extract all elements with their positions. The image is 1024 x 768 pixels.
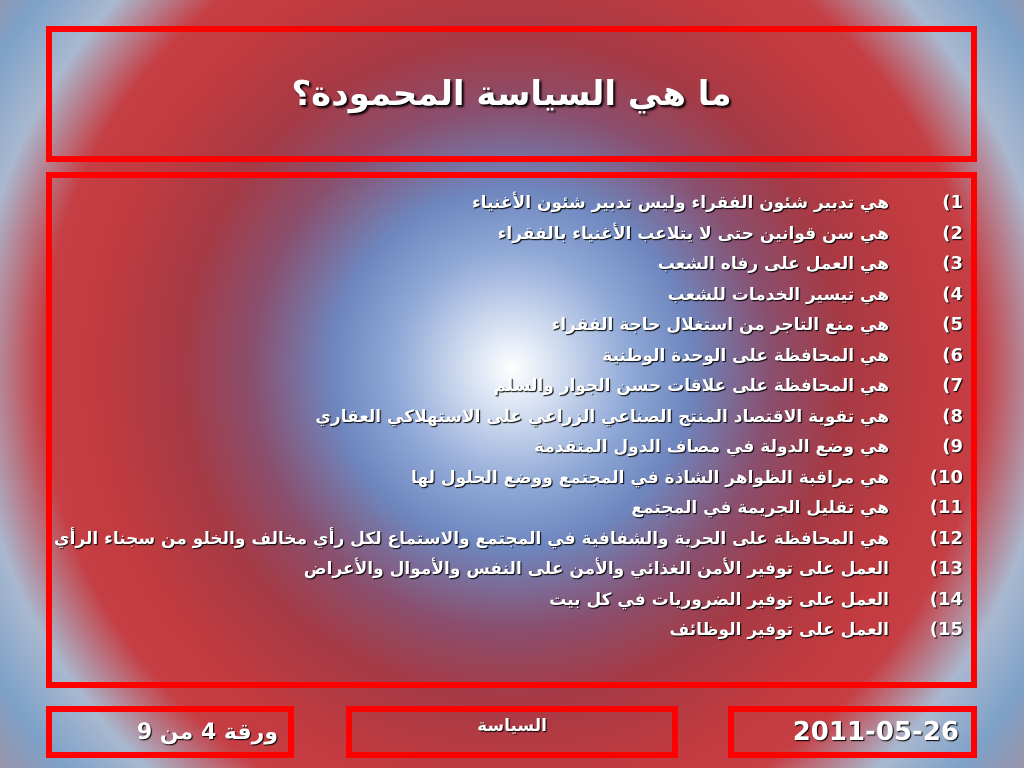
list-item <box>58 219 963 250</box>
list-item <box>58 554 963 585</box>
list-item <box>58 615 963 646</box>
item-number: 13) <box>929 558 963 579</box>
date-box <box>728 706 977 758</box>
title-frame <box>46 26 977 162</box>
slide-title: ما هي السياسة المحمودة؟ <box>291 74 732 114</box>
footer-date: 2011-05-26 <box>792 717 959 747</box>
page-number-box <box>46 706 294 758</box>
item-text: هي سن قوانين حتى لا يتلاعب الأغنياء بالفقراء <box>497 223 889 244</box>
item-number: 1) <box>942 192 963 213</box>
item-number: 12) <box>929 527 963 549</box>
list-item <box>58 432 963 463</box>
item-number: 10) <box>929 466 963 488</box>
item-number: 8) <box>942 405 963 427</box>
list-item <box>58 585 963 616</box>
list-item <box>58 463 963 494</box>
list-item <box>54 524 963 555</box>
list-item <box>58 249 963 280</box>
list-item <box>58 280 963 311</box>
item-text: العمل على توفير الأمن الغذائي والأمن على النفس والأموال والأعراض <box>303 559 889 579</box>
footer-page-number: ورقة 4 من 9 <box>136 719 278 745</box>
item-text: العمل على توفير الوظائف <box>669 620 889 640</box>
item-text: هي منع التاجر من استغلال حاجة الفقراء <box>551 315 889 335</box>
points-list <box>54 188 963 646</box>
list-item <box>58 402 963 433</box>
item-number: 5) <box>942 314 963 335</box>
item-text: هي المحافظة على علاقات حسن الجوار والسلم <box>493 376 889 396</box>
list-item <box>58 371 963 402</box>
item-text: هي مراقبة الظواهر الشاذة في المجتمع ووضع الحلول لها <box>410 467 889 488</box>
item-text: هي تقليل الجريمة في المجتمع <box>631 498 889 518</box>
list-item <box>58 341 963 372</box>
list-item <box>58 188 963 219</box>
item-text: هي المحافظة على الحرية والشفافية في المجتمع والاستماع لكل رأي مخالف والخلو من سجناء الرأي <box>54 528 889 549</box>
list-item <box>58 493 963 524</box>
item-text: العمل على توفير الضروريات في كل بيت <box>549 589 889 610</box>
item-number: 11) <box>929 497 963 518</box>
item-text: هي العمل على رفاه الشعب <box>657 254 889 274</box>
content-frame <box>46 172 977 688</box>
item-text: هي المحافظة على الوحدة الوطنية <box>602 345 889 366</box>
item-number: 15) <box>929 619 963 640</box>
subject-box <box>346 706 678 758</box>
list-item <box>58 310 963 341</box>
item-number: 3) <box>942 253 963 274</box>
item-number: 6) <box>942 344 963 366</box>
item-text: هي وضع الدولة في مصاف الدول المتقدمة <box>534 437 889 457</box>
item-number: 4) <box>942 283 963 305</box>
item-text: هي تقوية الاقتصاد المنتج الصناعي الزراعي على الاستهلاكي العقاري <box>315 406 889 427</box>
item-number: 14) <box>929 588 963 610</box>
footer-subject: السياسة <box>477 716 547 736</box>
item-number: 2) <box>942 222 963 244</box>
item-text: هي تيسير الخدمات للشعب <box>667 284 889 305</box>
item-number: 9) <box>942 436 963 457</box>
item-text: هي تدبير شئون الفقراء وليس تدبير شئون الأغنياء <box>471 193 889 213</box>
item-number: 7) <box>942 375 963 396</box>
